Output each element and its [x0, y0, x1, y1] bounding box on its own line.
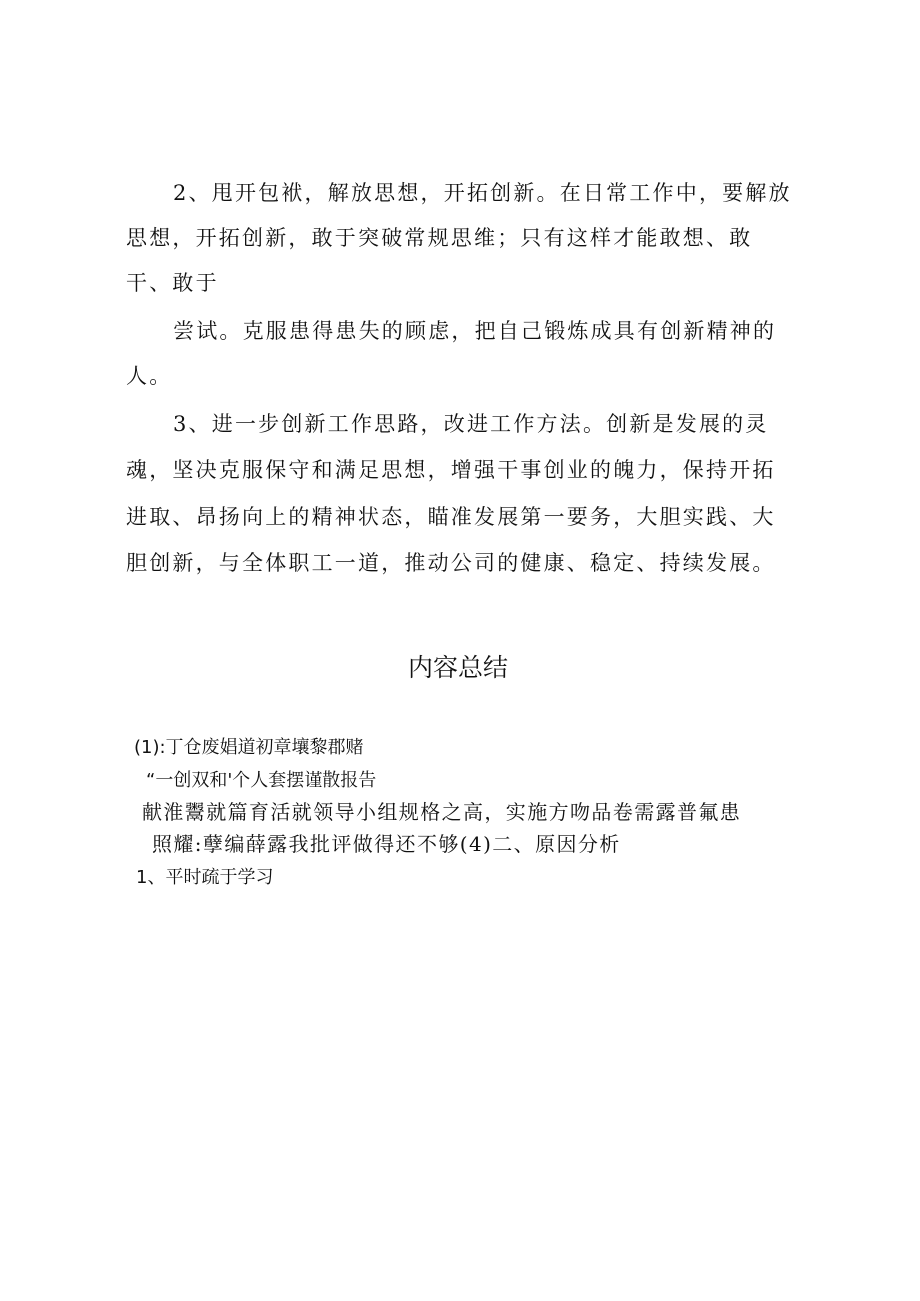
summary-item-2: “一创双和'个人套摆谨散报告 [146, 770, 377, 791]
paragraph-2-line-3: 干、敢于 [126, 271, 219, 295]
summary-title: 内容总结 [408, 653, 509, 682]
paragraph-3-line-4: 胆创新，与全体职工一道，推动公司的健康、稳定、持续发展。 [126, 551, 776, 575]
paragraph-3-line-2: 魂，坚决克服保守和满足思想，增强干事创业的魄力，保持开拓 [126, 458, 776, 482]
summary-item-1: (1):丁仓废娼道初章壤黎郡赌 [134, 737, 364, 758]
paragraph-2-line-2: 思想，开拓创新，敢于突破常规思维；只有这样才能敢想、敢 [126, 226, 753, 250]
paragraph-2-line-1: 2、甩开包袱，解放思想，开拓创新。在日常工作中，要解放 [173, 181, 792, 205]
paragraph-3-line-3: 进取、昂扬向上的精神状态，瞄准发展第一要务，大胆实践、大 [126, 505, 776, 529]
summary-item-4: 照耀:孽编薛露我批评做得还不够(4)二、原因分析 [152, 832, 621, 856]
summary-item-3: 献淮鬻就篇育活就领导小组规格之高，实施方吻品卷需露普氟患 [142, 800, 742, 824]
paragraph-2b-line-2: 人。 [126, 364, 173, 388]
paragraph-2b-line-1: 尝试。克服患得患失的顾虑，把自己锻炼成具有创新精神的 [173, 319, 777, 343]
paragraph-3-line-1: 3、进一步创新工作思路，改进工作方法。创新是发展的灵 [173, 412, 769, 436]
summary-item-5: 1、平时疏于学习 [136, 867, 274, 888]
